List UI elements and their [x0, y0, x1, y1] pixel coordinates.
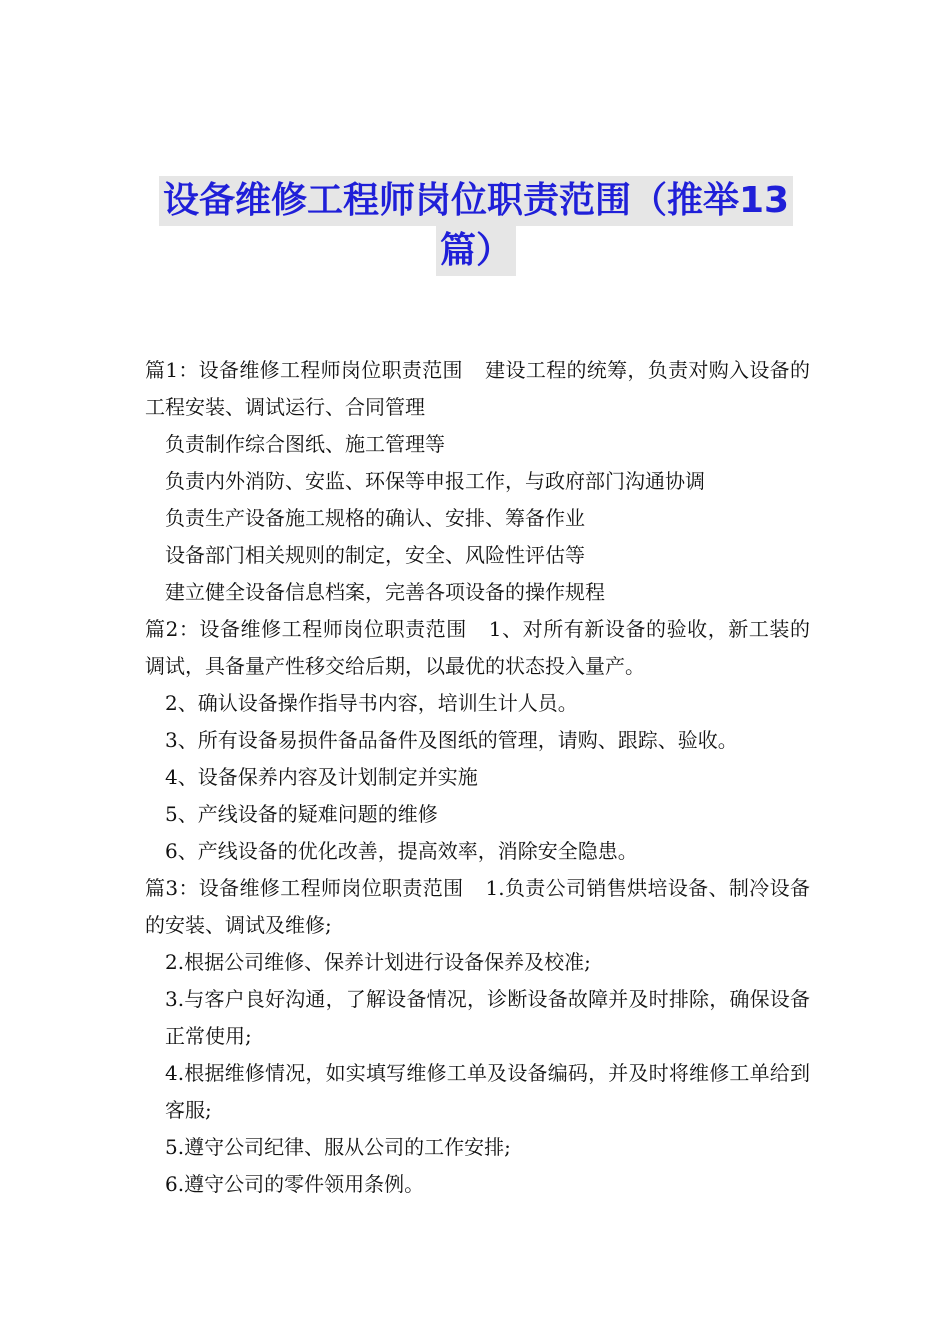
section-3-lead: 1.负责公司销售烘培设备、制冷设备的安装、调试及维修; [145, 876, 810, 937]
section-2-lead: 1、对所有新设备的验收，新工装的调试，具备量产性移交给后期，以最优的状态投入量产。 [145, 617, 810, 678]
section-3-intro [145, 870, 810, 944]
document-title [145, 176, 807, 276]
section-3-item: 6.遵守公司的零件领用条例。 [165, 1172, 425, 1196]
section-1-item: 负责生产设备施工规格的确认、安排、筹备作业 [165, 506, 585, 530]
section-3-item: 5.遵守公司纪律、服从公司的工作安排; [165, 1135, 511, 1159]
section-1-intro [145, 352, 810, 426]
section-3-item: 3.与客户良好沟通，了解设备情况，诊断设备故障并及时排除，确保设备正常使用; [165, 987, 810, 1048]
section-2-item: 2、确认设备操作指导书内容，培训生计人员。 [165, 691, 578, 715]
section-3-item: 2.根据公司维修、保养计划进行设备保养及校准; [165, 950, 591, 974]
section-1-heading: 篇1：设备维修工程师岗位职责范围 [145, 358, 463, 382]
section-1-item: 设备部门相关规则的制定，安全、风险性评估等 [165, 543, 585, 567]
section-2-item: 4、设备保养内容及计划制定并实施 [165, 765, 478, 789]
section-2-item: 6、产线设备的优化改善，提高效率，消除安全隐患。 [165, 839, 638, 863]
section-1-lead: 建设工程的统筹，负责对购入设备的工程安装、调试运行、合同管理 [145, 358, 810, 419]
section-2-item: 3、所有设备易损件备品备件及图纸的管理，请购、跟踪、验收。 [165, 728, 738, 752]
section-1-item: 负责制作综合图纸、施工管理等 [165, 432, 445, 456]
title-line-1: 设备维修工程师岗位职责范围（推举13 [159, 176, 793, 226]
section-1-item: 建立健全设备信息档案，完善各项设备的操作规程 [165, 580, 605, 604]
section-2-heading: 篇2：设备维修工程师岗位职责范围 [145, 617, 467, 641]
section-3-item: 4.根据维修情况，如实填写维修工单及设备编码，并及时将维修工单给到客服; [165, 1061, 810, 1122]
section-2-item: 5、产线设备的疑难问题的维修 [165, 802, 438, 826]
section-2-intro [145, 611, 810, 685]
section-3-heading: 篇3：设备维修工程师岗位职责范围 [145, 876, 464, 900]
document-body [145, 352, 810, 1203]
section-1-item: 负责内外消防、安监、环保等申报工作，与政府部门沟通协调 [165, 469, 705, 493]
title-line-2: 篇） [436, 226, 516, 276]
